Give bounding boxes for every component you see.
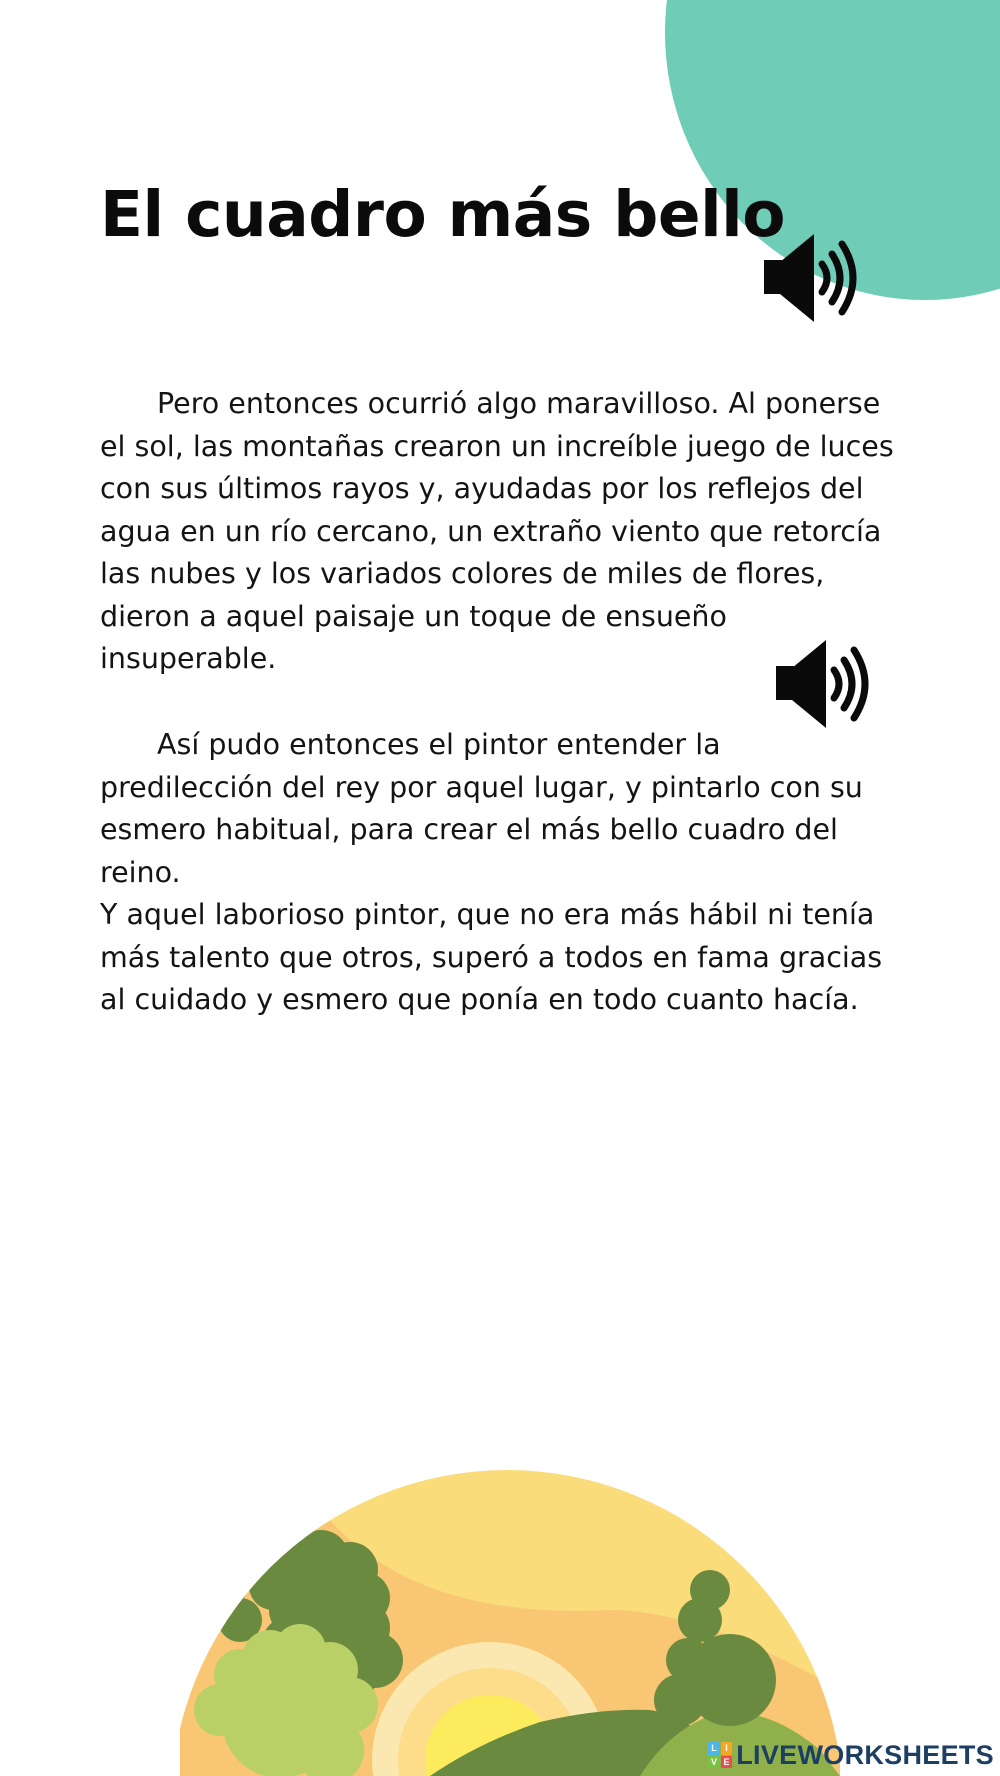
- story-paragraph-2: [100, 724, 900, 1022]
- mark-letter: I: [721, 1742, 733, 1755]
- paragraph-text: Pero entonces ocurrió algo maravilloso. Al ponerse el sol, las montañas crearon un increíble juego de luces con sus últimos rayos y, ayudadas por los reflejos del agua en un río cercano, un extraño viento que retorcía las nubes y los variados colores de miles de flores, dieron a aquel paisaje un toque de ensueño insuperable.: [100, 387, 894, 675]
- sunset-landscape-illustration: [180, 1460, 840, 1776]
- speaker-icon: [774, 636, 874, 732]
- liveworksheets-wordmark: LIVEWORKSHEETS: [736, 1739, 994, 1770]
- liveworksheets-mark-icon: [708, 1742, 732, 1768]
- paragraph-text: Y aquel laborioso pintor, que no era más hábil ni tenía más talento que otros, superó a todos en fama gracias al cuidado y esmero que ponía en todo cuanto hacía.: [100, 898, 883, 1016]
- audio-play-button-2[interactable]: [774, 636, 874, 732]
- page-title: El cuadro más bello: [100, 178, 786, 251]
- speaker-icon: [762, 230, 862, 326]
- mark-letter: E: [721, 1756, 733, 1769]
- audio-play-button-1[interactable]: [762, 230, 862, 326]
- mark-letter: V: [708, 1756, 720, 1769]
- paragraph-text: Así pudo entonces el pintor entender la predilección del rey por aquel lugar, y pintarlo con su esmero habitual, para crear el más bello cuadro del reino.: [100, 728, 863, 889]
- mark-letter: L: [708, 1742, 720, 1755]
- liveworksheets-logo[interactable]: [708, 1738, 994, 1772]
